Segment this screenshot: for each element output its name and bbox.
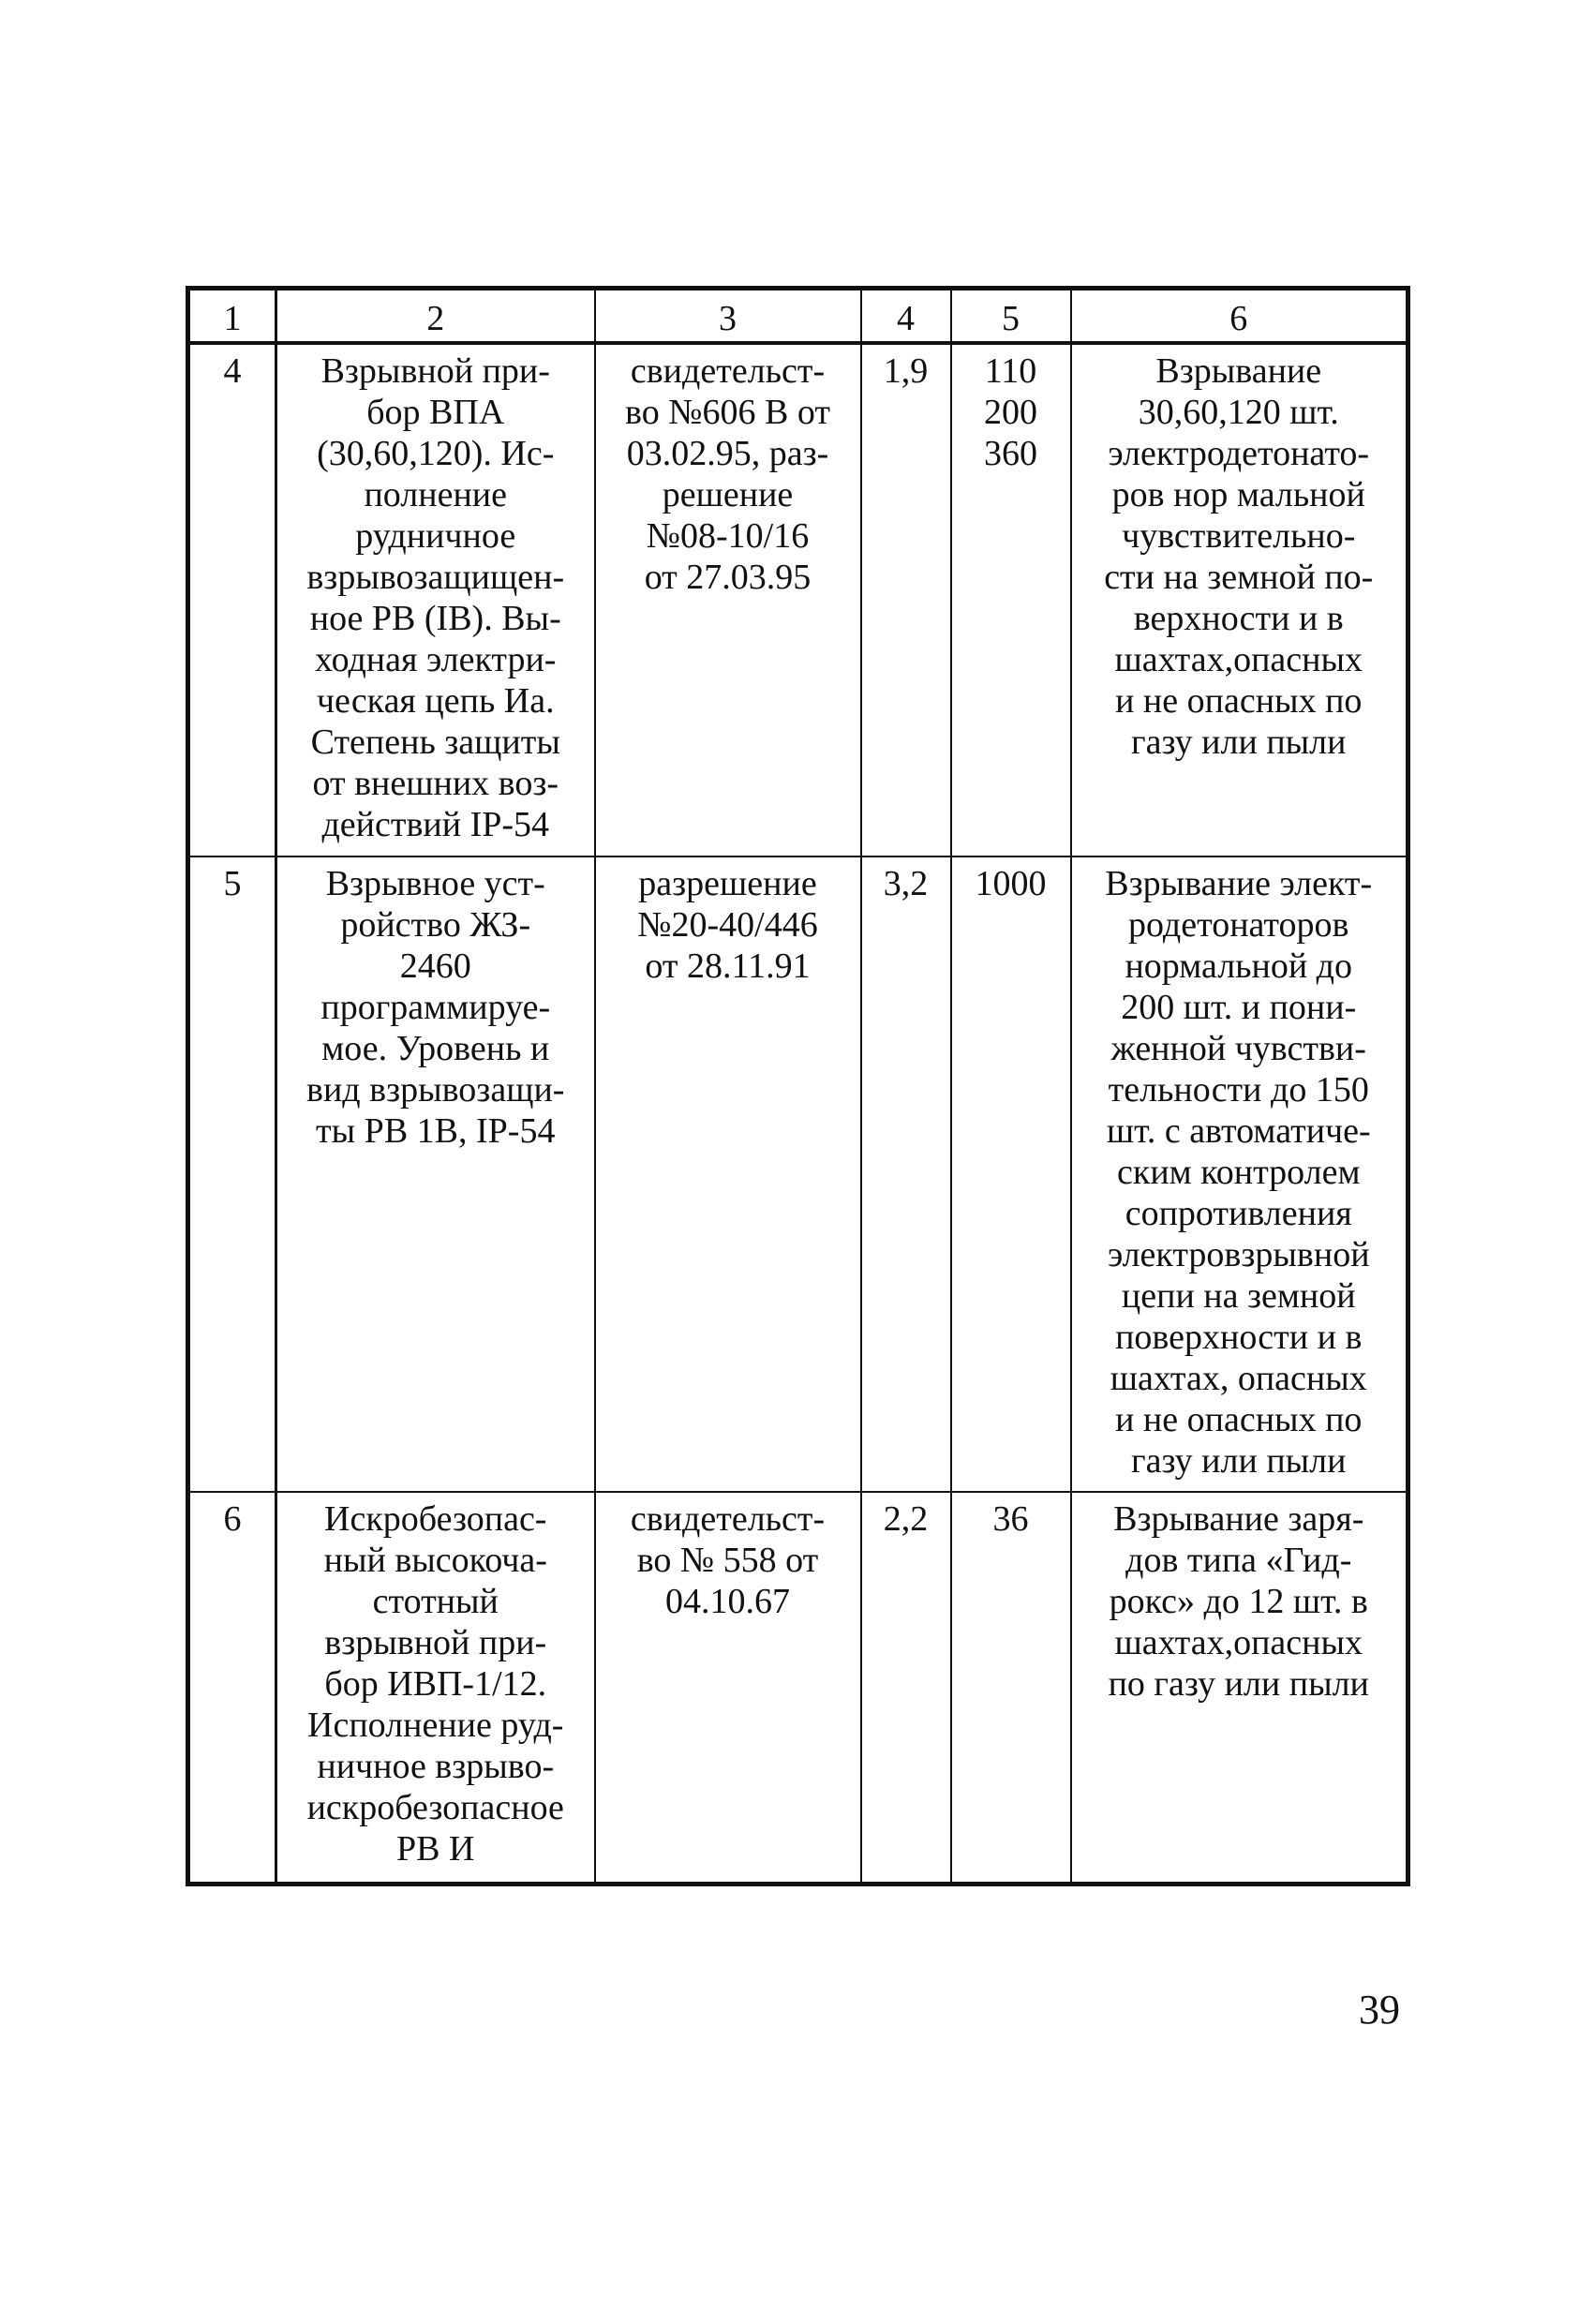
row-number-cell: 6: [188, 1492, 276, 1884]
cell-line: 110: [984, 351, 1037, 391]
cell-line: 360: [984, 434, 1037, 473]
cell-line: женной чувстви-: [1110, 1029, 1366, 1068]
cell-line: шт. с автоматиче-: [1106, 1111, 1371, 1151]
cell-line: Взрывание заря-: [1113, 1499, 1364, 1539]
certificate-cell: [595, 343, 861, 857]
cell-line: ческая цепь Иа.: [316, 681, 555, 721]
cell-line: рудничное: [355, 516, 516, 556]
row-number-cell: 4: [188, 343, 276, 857]
application-cell: [1071, 343, 1408, 857]
cell-line: 3,2: [883, 864, 929, 903]
cell-line: сти на земной по-: [1104, 558, 1374, 597]
header-cell-1: 1: [188, 289, 276, 344]
cell-line: родетонаторов: [1128, 905, 1349, 945]
cell-line: 1000: [975, 864, 1047, 903]
cell-line: 200 шт. и пони-: [1121, 988, 1357, 1027]
cell-line: 200: [984, 393, 1037, 432]
certificate-cell: [595, 1492, 861, 1884]
cell-line: ничное взрыво-: [317, 1747, 555, 1786]
header-cell-4: 4: [861, 289, 951, 344]
device-description-cell: [276, 1492, 595, 1884]
cell-line: РВ И: [396, 1829, 475, 1869]
cell-line: 04.10.67: [665, 1582, 790, 1621]
cell-line: шахтах,опасных: [1114, 640, 1363, 679]
header-cell-3: 3: [595, 289, 861, 344]
page-number: 39: [1359, 1987, 1400, 2033]
cell-line: 30,60,120 шт.: [1138, 393, 1339, 432]
cell-line: по газу или пыли: [1108, 1664, 1369, 1704]
device-description-cell: [276, 857, 595, 1492]
cell-line: №20-40/446: [637, 905, 818, 945]
cell-line: ров нор мальной: [1111, 475, 1365, 514]
cell-line: шахтах, опасных: [1110, 1359, 1367, 1398]
cell-line: ный высокоча-: [323, 1541, 547, 1580]
cell-line: №08-10/16: [646, 516, 810, 556]
document-table: [186, 286, 1410, 1886]
cell-line: 2,2: [883, 1499, 929, 1539]
header-cell-6: 6: [1071, 289, 1408, 344]
cell-line: от внешних воз-: [312, 764, 559, 803]
cell-line: цепи на земной: [1121, 1276, 1356, 1316]
cell-line: и не опасных по: [1115, 681, 1363, 721]
cell-line: бор ИВП-1/12.: [324, 1664, 547, 1704]
cell-line: от 27.03.95: [644, 558, 812, 597]
cell-line: Взрывание элект-: [1105, 864, 1373, 903]
cell-line: верхности и в: [1133, 599, 1344, 638]
cell-line: 03.02.95, раз-: [626, 434, 829, 473]
table-row: [188, 1492, 1408, 1884]
cell-line: разрешение: [638, 864, 817, 903]
cell-line: газу или пыли: [1131, 1441, 1347, 1481]
cell-line: стотный: [372, 1582, 499, 1621]
table-header-row: [188, 289, 1408, 344]
cell-line: бор ВПА: [366, 393, 505, 432]
application-cell: [1071, 857, 1408, 1492]
cell-line: вид взрывозащи-: [306, 1070, 565, 1110]
cell-line: Взрывание: [1155, 351, 1322, 391]
value-cell-col4: [861, 857, 951, 1492]
cell-line: от 28.11.91: [645, 946, 811, 986]
cell-line: (30,60,120). Ис-: [317, 434, 555, 473]
cell-line: взрывозащищен-: [306, 558, 565, 597]
cell-line: 36: [992, 1499, 1029, 1539]
header-cell-5: 5: [951, 289, 1071, 344]
cell-line: электродетонато-: [1108, 434, 1370, 473]
cell-line: Взрывной при-: [320, 351, 550, 391]
cell-line: сопротивления: [1125, 1194, 1352, 1233]
value-cell-col4: [861, 1492, 951, 1884]
cell-line: ским контролем: [1116, 1153, 1361, 1192]
cell-line: действий IР-54: [321, 805, 550, 844]
certificate-cell: [595, 857, 861, 1492]
cell-line: Взрывное уст-: [325, 864, 545, 903]
cell-line: и не опасных по: [1115, 1400, 1363, 1439]
cell-line: решение: [662, 475, 794, 514]
cell-line: Степень защиты: [310, 723, 560, 762]
table-row: [188, 343, 1408, 857]
value-cell-col5: [951, 857, 1071, 1492]
value-cell-col5: [951, 1492, 1071, 1884]
cell-line: поверхности и в: [1115, 1318, 1363, 1357]
cell-line: Исполнение руд-: [307, 1706, 564, 1745]
cell-line: искробезопасное: [306, 1788, 564, 1827]
cell-line: полнение: [364, 475, 508, 514]
cell-line: Искробезопас-: [324, 1499, 547, 1539]
cell-line: тельности до 150: [1108, 1070, 1369, 1110]
row-number-cell: 5: [188, 857, 276, 1492]
table-row: [188, 857, 1408, 1492]
device-description-cell: [276, 343, 595, 857]
value-cell-col4: [861, 343, 951, 857]
cell-line: программируе-: [320, 988, 551, 1027]
cell-line: нормальной до: [1125, 946, 1353, 986]
cell-line: электровзрывной: [1107, 1235, 1370, 1274]
cell-line: свидетельст-: [630, 351, 826, 391]
cell-line: свидетельст-: [630, 1499, 826, 1539]
cell-line: взрывной при-: [324, 1623, 547, 1662]
cell-line: 1,9: [883, 351, 929, 391]
cell-line: дов типа «Гид-: [1125, 1541, 1352, 1580]
cell-line: мое. Уровень и: [321, 1029, 550, 1068]
cell-line: ходная электри-: [315, 640, 557, 679]
cell-line: шахтах,опасных: [1114, 1623, 1363, 1662]
value-cell-col5: [951, 343, 1071, 857]
cell-line: рокс» до 12 шт. в: [1109, 1582, 1368, 1621]
cell-line: 2460: [399, 946, 471, 986]
application-cell: [1071, 1492, 1408, 1884]
cell-line: во №606 В от: [625, 393, 830, 432]
cell-line: газу или пыли: [1131, 723, 1347, 762]
cell-line: ройство ЖЗ-: [340, 905, 531, 945]
header-cell-2: 2: [276, 289, 595, 344]
cell-line: чувствительно-: [1122, 516, 1356, 556]
cell-line: во № 558 от: [636, 1541, 819, 1580]
cell-line: ное РВ (IВ). Вы-: [309, 599, 561, 638]
cell-line: ты РВ 1В, IР-54: [316, 1111, 556, 1151]
